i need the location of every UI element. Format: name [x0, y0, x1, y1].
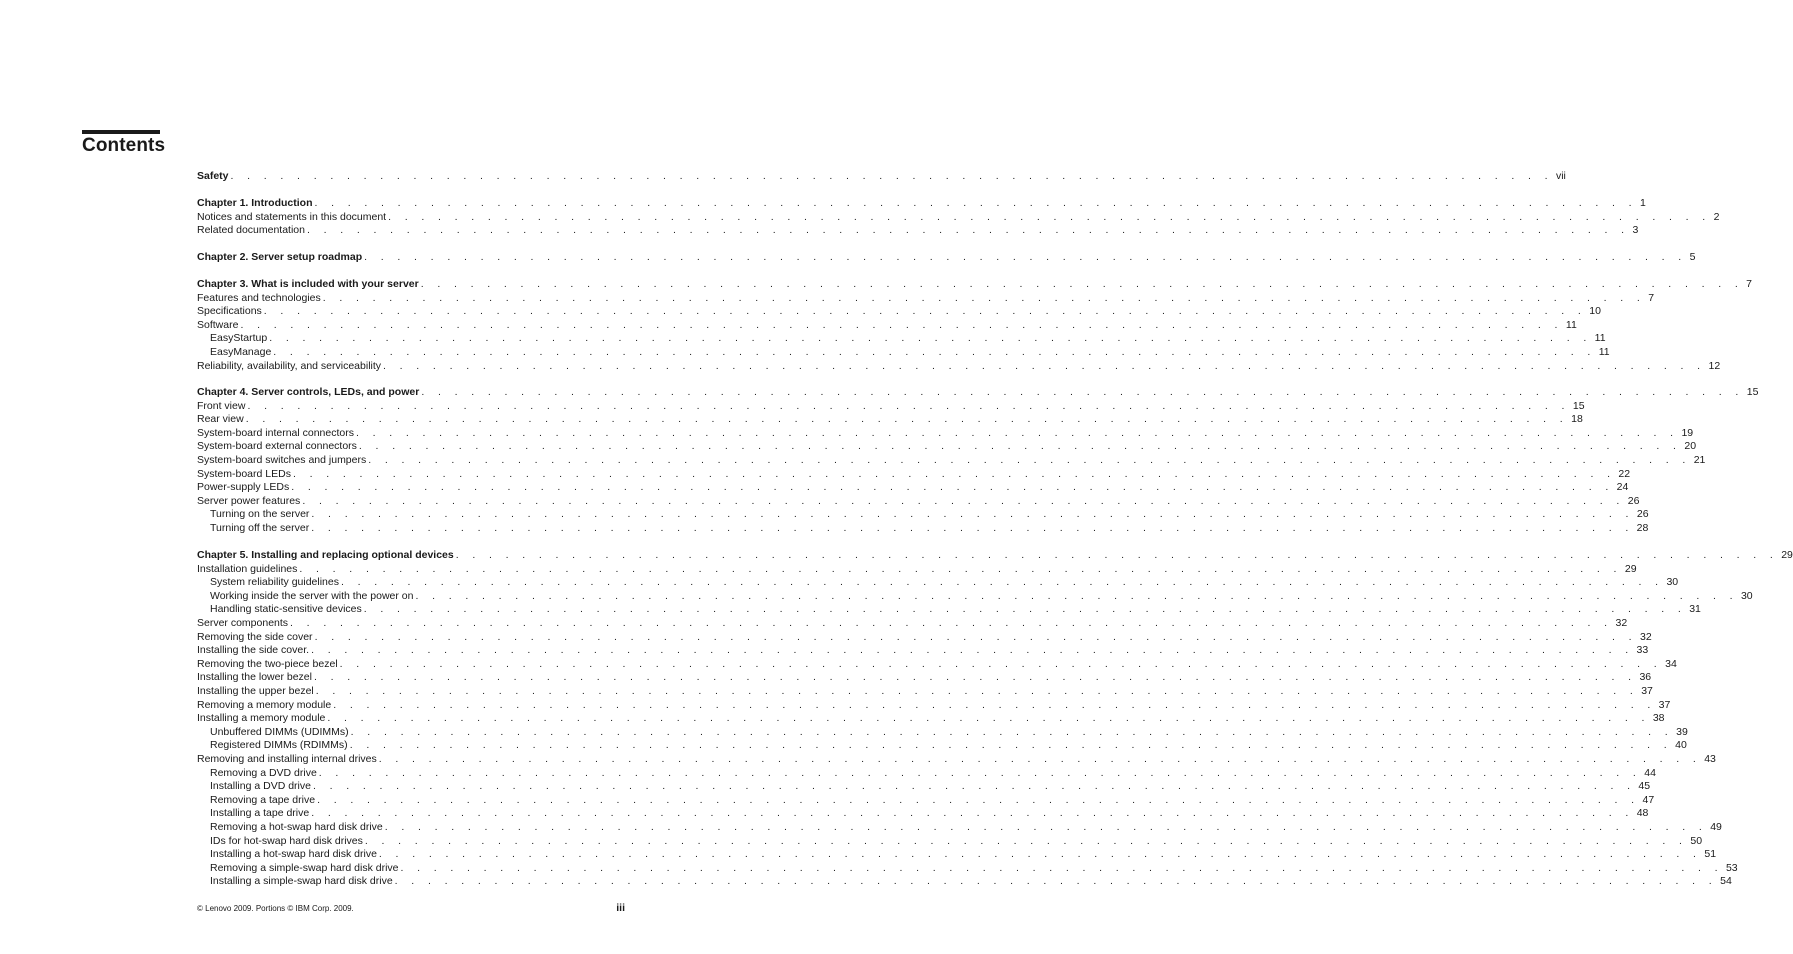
toc-entry[interactable]: [210, 875, 1732, 888]
dot-leader: . . . . . . . . . . . . . . . . . . . . . . . . . . . . . . . . . . . . . . . . . . . . . . . . . . . . . . . . . . . . . . . . . . . . . . . . . . . . . . . .: [364, 251, 1687, 263]
toc-entry[interactable]: [197, 698, 1671, 712]
toc-entry[interactable]: [197, 210, 1720, 224]
toc-entry[interactable]: [197, 712, 1665, 725]
page-number: iii: [616, 902, 625, 914]
toc-entry-page: 5: [1689, 251, 1696, 263]
dot-leader: . . . . . . . . . . . . . . . . . . . . . . . . . . . . . . . . . . . . . . . . . . . . . . . . . . . . . . . . . . . . . . . . . . . . . . . . . . . . . . . .: [273, 346, 1596, 358]
toc-entry-label: Front view: [197, 399, 246, 412]
toc-entry-label: Chapter 4. Server controls, LEDs, and power: [197, 386, 420, 398]
toc-entry-label: Installing the lower bezel: [197, 671, 312, 684]
toc-entry-page: 45: [1638, 780, 1651, 793]
toc-entry-page: 40: [1675, 739, 1687, 752]
toc-entry[interactable]: [197, 170, 1566, 183]
toc-entry[interactable]: [197, 224, 1639, 237]
dot-leader: . . . . . . . . . . . . . . . . . . . . . . . . . . . . . . . . . . . . . . . . . . . . . . . . . . . . . . . . . . . . . . . . . . . . . . . . . . . . . . . .: [420, 278, 1744, 290]
toc-entry-page: 37: [1641, 685, 1653, 697]
toc-entry-page: 53: [1725, 861, 1738, 874]
toc-entry-label: Rear view: [197, 413, 244, 426]
toc-entry[interactable]: [197, 481, 1629, 494]
toc-entry-page: 20: [1684, 440, 1697, 453]
toc-entry[interactable]: [197, 426, 1694, 440]
toc-entry[interactable]: [197, 386, 1759, 399]
dot-leader: . . . . . . . . . . . . . . . . . . . . . . . . . . . . . . . . . . . . . . . . . . . . . . . . . . . . . . . . . . . . . . . . . . . . . . . . . . . . . . . .: [363, 603, 1687, 616]
toc-entry[interactable]: [210, 603, 1701, 616]
dot-leader: . . . . . . . . . . . . . . . . . . . . . . . . . . . . . . . . . . . . . . . . . . . . . . . . . . . . . . . . . . . . . . . . . . . . . . . . . . . . . . . .: [400, 861, 1723, 874]
toc-entry-page: 26: [1636, 508, 1649, 521]
dot-leader: . . . . . . . . . . . . . . . . . . . . . . . . . . . . . . . . . . . . . . . . . . . . . . . . . . . . . . . . . . . . . . . . . . . . . . . . . . . . . . . .: [302, 494, 1625, 507]
dot-leader: . . . . . . . . . . . . . . . . . . . . . . . . . . . . . . . . . . . . . . . . . . . . . . . . . . . . . . . . . . . . . . . . . . . . . . . . . . . . . . . .: [245, 413, 1569, 426]
toc-entry-page: 36: [1639, 671, 1652, 684]
toc-entry[interactable]: [197, 549, 1793, 562]
toc-entry-page: 51: [1704, 848, 1717, 861]
dot-leader: . . . . . . . . . . . . . . . . . . . . . . . . . . . . . . . . . . . . . . . . . . . . . . . . . . . . . . . . . . . . . . . . . . . . . . . . . . . . . . . .: [340, 576, 1664, 589]
toc-entry[interactable]: [210, 861, 1738, 875]
toc-entry-label: Removing a memory module: [197, 698, 332, 711]
toc-entry-label: Installing a DVD drive: [210, 780, 311, 793]
dot-leader: . . . . . . . . . . . . . . . . . . . . . . . . . . . . . . . . . . . . . . . . . . . . . . . . . . . . . . . . . . . . . . . . . . . . . . . . . . . . . . . .: [350, 725, 1674, 738]
toc-entry[interactable]: [210, 848, 1717, 861]
toc-entry[interactable]: [197, 318, 1577, 332]
toc-entry[interactable]: [210, 780, 1651, 793]
dot-leader: . . . . . . . . . . . . . . . . . . . . . . . . . . . . . . . . . . . . . . . . . . . . . . . . . . . . . . . . . . . . . . . . . . . . . . . . . . . . . . . .: [311, 522, 1634, 534]
copyright-notice: © Lenovo 2009. Portions © IBM Corp. 2009.: [197, 904, 354, 913]
toc-entry-label: Removing a simple-swap hard disk drive: [210, 861, 399, 874]
dot-leader: . . . . . . . . . . . . . . . . . . . . . . . . . . . . . . . . . . . . . . . . . . . . . . . . . . . . . . . . . . . . . . . . . . . . . . . . . . . . . . . .: [240, 318, 1563, 331]
dot-leader: . . . . . . . . . . . . . . . . . . . . . . . . . . . . . . . . . . . . . . . . . . . . . . . . . . . . . . . . . . . . . . . . . . . . . . . . . . . . . . . .: [388, 210, 1711, 223]
toc-entry-label: EasyManage: [210, 346, 272, 358]
toc-entry-label: Installing a memory module: [197, 712, 326, 725]
toc-entry[interactable]: [210, 508, 1649, 521]
toc-entry[interactable]: [197, 305, 1601, 318]
toc-entry[interactable]: [197, 278, 1753, 291]
toc-entry[interactable]: [210, 725, 1688, 739]
toc-entry-page: 48: [1636, 807, 1649, 820]
toc-entry[interactable]: [210, 332, 1606, 345]
dot-leader: . . . . . . . . . . . . . . . . . . . . . . . . . . . . . . . . . . . . . . . . . . . . . . . . . . . . . . . . . . . . . . . . . . . . . . . . . . . . . . . .: [421, 386, 1744, 398]
toc-entry-page: vii: [1555, 170, 1566, 182]
toc-entry-label: Turning on the server: [210, 508, 310, 521]
toc-entry-page: 39: [1676, 725, 1688, 738]
toc-entry-label: System-board external connectors: [197, 440, 357, 453]
toc-entry-label: Power-supply LEDs: [197, 481, 290, 494]
toc-entry[interactable]: [197, 494, 1640, 508]
toc-entry[interactable]: [197, 197, 1646, 210]
toc-entry-page: 21: [1693, 454, 1706, 466]
toc-entry-page: 54: [1720, 875, 1732, 888]
toc-entry-label: IDs for hot-swap hard disk drives: [210, 834, 363, 847]
toc-entry-label: System-board switches and jumpers: [197, 454, 367, 466]
toc-entry-label: System reliability guidelines: [210, 576, 339, 589]
dot-leader: . . . . . . . . . . . . . . . . . . . . . . . . . . . . . . . . . . . . . . . . . . . . . . . . . . . . . . . . . . . . . . . . . . . . . . . . . . . . . . . .: [269, 332, 1592, 345]
toc-entry[interactable]: [210, 807, 1649, 820]
toc-entry-label: Reliability, availability, and serviceability: [197, 359, 382, 372]
toc-entry-page: 29: [1624, 562, 1637, 575]
toc-entry-page: 11: [1594, 332, 1606, 345]
page-title: Contents: [82, 135, 166, 156]
toc-entry[interactable]: [210, 346, 1610, 359]
toc-entry-label: Software: [197, 318, 239, 331]
toc-entry-label: Working inside the server with the power on: [210, 589, 414, 602]
dot-leader: . . . . . . . . . . . . . . . . . . . . . . . . . . . . . . . . . . . . . . . . . . . . . . . . . . . . . . . . . . . . . . . . . . . . . . . . . . . . . . . .: [358, 440, 1682, 453]
dot-leader: . . . . . . . . . . . . . . . . . . . . . . . . . . . . . . . . . . . . . . . . . . . . . . . . . . . . . . . . . . . . . . . . . . . . . . . . . . . . . . . .: [311, 508, 1634, 521]
dot-leader: . . . . . . . . . . . . . . . . . . . . . . . . . . . . . . . . . . . . . . . . . . . . . . . . . . . . . . . . . . . . . . . . . . . . . . . . . . . . . . . .: [292, 467, 1616, 480]
dot-leader: . . . . . . . . . . . . . . . . . . . . . . . . . . . . . . . . . . . . . . . . . . . . . . . . . . . . . . . . . . . . . . . . . . . . . . . . . . . . . . . .: [291, 481, 1614, 494]
toc-entry-page: 50: [1690, 834, 1703, 847]
toc-entry-label: Features and technologies: [197, 291, 321, 304]
toc-entry[interactable]: [197, 291, 1655, 305]
toc-entry-page: 33: [1636, 644, 1649, 657]
toc-entry-page: 37: [1658, 698, 1671, 711]
toc-entry-label: Removing a DVD drive: [210, 766, 317, 779]
dot-leader: . . . . . . . . . . . . . . . . . . . . . . . . . . . . . . . . . . . . . . . . . . . . . . . . . . . . . . . . . . . . . . . . . . . . . . . . . . . . . . . .: [263, 305, 1587, 318]
dot-leader: . . . . . . . . . . . . . . . . . . . . . . . . . . . . . . . . . . . . . . . . . . . . . . . . . . . . . . . . . . . . . . . . . . . . . . . . . . . . . . . .: [299, 562, 1622, 575]
toc-entry-label: Installing a hot-swap hard disk drive: [210, 848, 377, 861]
dot-leader: . . . . . . . . . . . . . . . . . . . . . . . . . . . . . . . . . . . . . . . . . . . . . . . . . . . . . . . . . . . . . . . . . . . . . . . . . . . . . . . .: [315, 685, 1639, 697]
toc-entry-label: Removing a hot-swap hard disk drive: [210, 821, 383, 833]
toc-entry[interactable]: [197, 685, 1653, 698]
toc-entry[interactable]: [210, 739, 1687, 752]
toc-entry-page: 47: [1642, 793, 1655, 806]
toc-entry-page: 1: [1639, 197, 1646, 209]
toc-entry[interactable]: [197, 359, 1721, 373]
toc-entry[interactable]: [197, 644, 1649, 657]
toc-entry-page: 44: [1644, 766, 1656, 779]
toc-entry-page: 31: [1689, 603, 1701, 616]
dot-leader: . . . . . . . . . . . . . . . . . . . . . . . . . . . . . . . . . . . . . . . . . . . . . . . . . . . . . . . . . . . . . . . . . . . . . . . . . . . . . . . .: [327, 712, 1650, 725]
toc-entry-page: 30: [1666, 576, 1679, 589]
toc-entry-label: Installing a tape drive: [210, 807, 310, 820]
toc-entry-page: 7: [1746, 278, 1753, 290]
toc-entry[interactable]: [210, 793, 1655, 807]
toc-entry-label: Server power features: [197, 494, 301, 507]
dot-leader: . . . . . . . . . . . . . . . . . . . . . . . . . . . . . . . . . . . . . . . . . . . . . . . . . . . . . . . . . . . . . . . . . . . . . . . . . . . . . . . .: [322, 291, 1646, 304]
toc-entry-label: Installing the side cover.: [197, 644, 310, 657]
dot-leader: . . . . . . . . . . . . . . . . . . . . . . . . . . . . . . . . . . . . . . . . . . . . . . . . . . . . . . . . . . . . . . . . . . . . . . . . . . . . . . . .: [356, 426, 1679, 439]
toc-entry-page: 3: [1632, 224, 1639, 237]
toc-entry[interactable]: [210, 834, 1703, 848]
dot-leader: . . . . . . . . . . . . . . . . . . . . . . . . . . . . . . . . . . . . . . . . . . . . . . . . . . . . . . . . . . . . . . . . . . . . . . . . . . . . . . . .: [312, 780, 1636, 793]
dot-leader: . . . . . . . . . . . . . . . . . . . . . . . . . . . . . . . . . . . . . . . . . . . . . . . . . . . . . . . . . . . . . . . . . . . . . . . . . . . . . . . .: [383, 359, 1706, 372]
toc-entry[interactable]: [197, 413, 1583, 426]
toc-entry[interactable]: [210, 576, 1679, 589]
toc-entry-page: 19: [1681, 426, 1694, 439]
dot-leader: . . . . . . . . . . . . . . . . . . . . . . . . . . . . . . . . . . . . . . . . . . . . . . . . . . . . . . . . . . . . . . . . . . . . . . . . . . . . . . . .: [317, 793, 1640, 806]
toc-entry[interactable]: [210, 522, 1649, 535]
toc-entry-label: Installing the upper bezel: [197, 685, 314, 697]
toc-entry-page: 43: [1704, 753, 1716, 765]
toc-entry[interactable]: [197, 630, 1652, 644]
toc-entry-page: 26: [1627, 494, 1640, 507]
toc-entry-label: Removing a tape drive: [210, 793, 316, 806]
dot-leader: . . . . . . . . . . . . . . . . . . . . . . . . . . . . . . . . . . . . . . . . . . . . . . . . . . . . . . . . . . . . . . . . . . . . . . . . . . . . . . . .: [384, 821, 1708, 833]
toc-entry-page: 15: [1746, 386, 1759, 398]
toc-entry-page: 34: [1665, 657, 1677, 670]
toc-entry[interactable]: [210, 821, 1722, 834]
toc-entry-label: Server components: [197, 617, 289, 629]
toc-entry-label: Turning off the server: [210, 522, 310, 534]
toc-entry-page: 32: [1640, 630, 1652, 643]
toc-entry-label: Related documentation: [197, 224, 305, 237]
dot-leader: . . . . . . . . . . . . . . . . . . . . . . . . . . . . . . . . . . . . . . . . . . . . . . . . . . . . . . . . . . . . . . . . . . . . . . . . . . . . . . . .: [247, 399, 1570, 412]
dot-leader: . . . . . . . . . . . . . . . . . . . . . . . . . . . . . . . . . . . . . . . . . . . . . . . . . . . . . . . . . . . . . . . . . . . . . . . . . . . . . . . .: [378, 753, 1702, 765]
toc-entry-label: Safety: [197, 170, 229, 182]
dot-leader: . . . . . . . . . . . . . . . . . . . . . . . . . . . . . . . . . . . . . . . . . . . . . . . . . . . . . . . . . . . . . . . . . . . . . . . . . . . . . . . .: [311, 644, 1634, 657]
toc-entry-page: 18: [1571, 413, 1583, 426]
toc-entry[interactable]: [197, 454, 1706, 467]
toc-entry-page: 32: [1615, 617, 1628, 629]
title-rule: [82, 130, 160, 134]
dot-leader: . . . . . . . . . . . . . . . . . . . . . . . . . . . . . . . . . . . . . . . . . . . . . . . . . . . . . . . . . . . . . . . . . . . . . . . . . . . . . . . .: [349, 739, 1673, 752]
toc-entry-label: Chapter 2. Server setup roadmap: [197, 251, 363, 263]
toc-entry-page: 38: [1652, 712, 1665, 725]
toc-entry-label: Registered DIMMs (RDIMMs): [210, 739, 348, 752]
toc-entry[interactable]: [197, 251, 1696, 264]
dot-leader: . . . . . . . . . . . . . . . . . . . . . . . . . . . . . . . . . . . . . . . . . . . . . . . . . . . . . . . . . . . . . . . . . . . . . . . . . . . . . . . .: [311, 807, 1634, 820]
toc-entry[interactable]: [197, 562, 1637, 576]
dot-leader: . . . . . . . . . . . . . . . . . . . . . . . . . . . . . . . . . . . . . . . . . . . . . . . . . . . . . . . . . . . . . . . . . . . . . . . . . . . . . . . .: [290, 617, 1613, 629]
toc-entry-label: Chapter 5. Installing and replacing optional devices: [197, 549, 454, 561]
dot-leader: . . . . . . . . . . . . . . . . . . . . . . . . . . . . . . . . . . . . . . . . . . . . . . . . . . . . . . . . . . . . . . . . . . . . . . . . . . . . . . . .: [394, 875, 1718, 888]
dot-leader: . . . . . . . . . . . . . . . . . . . . . . . . . . . . . . . . . . . . . . . . . . . . . . . . . . . . . . . . . . . . . . . . . . . . . . . . . . . . . . . .: [318, 766, 1642, 779]
toc-entry-label: EasyStartup: [210, 332, 268, 345]
toc-entry-label: System-board internal connectors: [197, 426, 354, 439]
toc-entry-page: 7: [1648, 291, 1655, 304]
toc-entry-label: System-board LEDs: [197, 467, 291, 480]
toc-entry[interactable]: [197, 753, 1716, 766]
toc-entry-page: 15: [1572, 399, 1585, 412]
toc-entry-label: Installing a simple-swap hard disk drive: [210, 875, 393, 888]
toc-entry-label: Chapter 3. What is included with your server: [197, 278, 419, 290]
dot-leader: . . . . . . . . . . . . . . . . . . . . . . . . . . . . . . . . . . . . . . . . . . . . . . . . . . . . . . . . . . . . . . . . . . . . . . . . . . . . . . . .: [314, 630, 1638, 643]
toc-entry[interactable]: [197, 399, 1585, 413]
toc-entry[interactable]: [210, 589, 1753, 603]
toc-entry-page: 11: [1565, 318, 1577, 331]
dot-leader: . . . . . . . . . . . . . . . . . . . . . . . . . . . . . . . . . . . . . . . . . . . . . . . . . . . . . . . . . . . . . . . . . . . . . . . . . . . . . . . .: [307, 224, 1630, 237]
toc-entry-page: 10: [1589, 305, 1601, 318]
dot-leader: . . . . . . . . . . . . . . . . . . . . . . . . . . . . . . . . . . . . . . . . . . . . . . . . . . . . . . . . . . . . . . . . . . . . . . . . . . . . . . . .: [230, 170, 1553, 182]
toc-entry-label: Installation guidelines: [197, 562, 298, 575]
toc-entry-page: 2: [1713, 210, 1720, 223]
toc-entry-page: 28: [1636, 522, 1649, 534]
toc-entry-page: 29: [1781, 549, 1793, 561]
toc-entry[interactable]: [197, 657, 1677, 671]
dot-leader: . . . . . . . . . . . . . . . . . . . . . . . . . . . . . . . . . . . . . . . . . . . . . . . . . . . . . . . . . . . . . . . . . . . . . . . . . . . . . . . .: [364, 834, 1688, 847]
toc-entry-page: 12: [1708, 359, 1721, 372]
toc-entry-label: Chapter 1. Introduction: [197, 197, 313, 209]
dot-leader: . . . . . . . . . . . . . . . . . . . . . . . . . . . . . . . . . . . . . . . . . . . . . . . . . . . . . . . . . . . . . . . . . . . . . . . . . . . . . . . .: [339, 657, 1663, 670]
toc-entry[interactable]: [197, 671, 1652, 684]
toc-entry[interactable]: [197, 440, 1697, 453]
dot-leader: . . . . . . . . . . . . . . . . . . . . . . . . . . . . . . . . . . . . . . . . . . . . . . . . . . . . . . . . . . . . . . . . . . . . . . . . . . . . . . . .: [313, 671, 1637, 684]
toc-entry-page: 11: [1598, 346, 1610, 358]
toc-entry-label: Notices and statements in this document: [197, 210, 387, 223]
toc-entry-label: Removing the two-piece bezel: [197, 657, 338, 670]
dot-leader: . . . . . . . . . . . . . . . . . . . . . . . . . . . . . . . . . . . . . . . . . . . . . . . . . . . . . . . . . . . . . . . . . . . . . . . . . . . . . . . .: [368, 454, 1691, 466]
toc-entry-label: Handling static-sensitive devices: [210, 603, 362, 616]
toc-entry-page: 24: [1616, 481, 1629, 494]
dot-leader: . . . . . . . . . . . . . . . . . . . . . . . . . . . . . . . . . . . . . . . . . . . . . . . . . . . . . . . . . . . . . . . . . . . . . . . . . . . . . . . .: [415, 589, 1738, 602]
toc-entry-label: Removing the side cover: [197, 630, 313, 643]
dot-leader: . . . . . . . . . . . . . . . . . . . . . . . . . . . . . . . . . . . . . . . . . . . . . . . . . . . . . . . . . . . . . . . . . . . . . . . . . . . . . . . .: [455, 549, 1779, 561]
toc-entry-page: 22: [1618, 467, 1631, 480]
dot-leader: . . . . . . . . . . . . . . . . . . . . . . . . . . . . . . . . . . . . . . . . . . . . . . . . . . . . . . . . . . . . . . . . . . . . . . . . . . . . . . . .: [314, 197, 1637, 209]
toc-entry-label: Specifications: [197, 305, 262, 318]
dot-leader: . . . . . . . . . . . . . . . . . . . . . . . . . . . . . . . . . . . . . . . . . . . . . . . . . . . . . . . . . . . . . . . . . . . . . . . . . . . . . . . .: [333, 698, 1656, 711]
toc-entry-page: 30: [1740, 589, 1753, 602]
toc-entry-label: Unbuffered DIMMs (UDIMMs): [210, 725, 349, 738]
toc-entry-label: Removing and installing internal drives: [197, 753, 377, 765]
toc-entry[interactable]: [197, 617, 1628, 630]
toc-entry[interactable]: [197, 467, 1631, 481]
toc-entry-page: 49: [1710, 821, 1722, 833]
dot-leader: . . . . . . . . . . . . . . . . . . . . . . . . . . . . . . . . . . . . . . . . . . . . . . . . . . . . . . . . . . . . . . . . . . . . . . . . . . . . . . . .: [378, 848, 1702, 861]
toc-entry[interactable]: [210, 766, 1656, 780]
